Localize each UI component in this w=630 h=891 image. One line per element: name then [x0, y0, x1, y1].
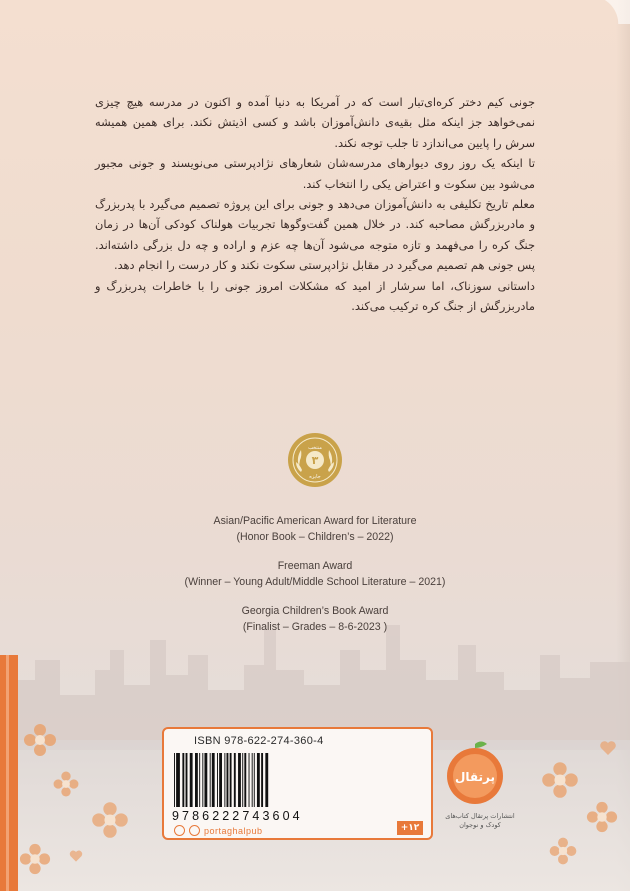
barcode-bar: [261, 753, 263, 807]
barcode-bar: [254, 753, 255, 807]
barcode-panel: [162, 727, 433, 840]
seal-bottom-text: جایزه: [309, 474, 321, 480]
heart-icon: [598, 738, 618, 758]
barcode-bar: [182, 753, 184, 807]
barcode-bar: [219, 753, 222, 807]
barcode-bar: [230, 753, 232, 807]
heart-icon: [68, 848, 84, 864]
blurb-paragraph-4: داستانی سوزناک، اما سرشار از امید که مشکلات امروز جونی را با خاطرات پدربزرگ و مادربزرگش از جنگ کره ترکیب می‌کند.: [95, 278, 535, 314]
barcode-bar: [204, 753, 207, 807]
barcode-bar: [176, 753, 180, 807]
barcode-bar: [212, 753, 215, 807]
awards-list: [120, 514, 510, 649]
barcode-bar: [199, 753, 200, 807]
barcode-bar: [224, 753, 225, 807]
barcode-bar: [252, 753, 253, 807]
barcode-digits: 9786222743604: [172, 809, 303, 823]
award-detail: (Honor Book – Children’s – 2022): [236, 530, 394, 543]
seal-numeral: ۳: [311, 454, 319, 467]
award-entry: [120, 604, 510, 635]
leaf-icon: [475, 742, 487, 749]
barcode-bar: [190, 753, 193, 807]
social-handle: [174, 825, 263, 836]
award-name: Asian/Pacific American Award for Literature: [213, 515, 417, 527]
barcode-bar: [265, 753, 268, 807]
flower-icon: [90, 800, 130, 840]
award-seal-icon: [287, 432, 343, 488]
at-sign-icon: [189, 825, 200, 836]
award-entry: [120, 559, 510, 590]
award-detail: (Finalist – Grades – 8-6-2023 ): [242, 620, 388, 633]
flower-icon: [540, 760, 580, 800]
flower-icon: [548, 836, 578, 866]
flower-icon: [22, 722, 58, 758]
barcode-bar: [186, 753, 188, 807]
back-cover-blurb: [95, 92, 535, 316]
barcode-bar: [242, 753, 243, 807]
award-detail: (Winner – Young Adult/Middle School Literature – 2021): [184, 575, 446, 588]
barcode-bar: [202, 753, 203, 807]
flower-icon: [585, 800, 619, 834]
publisher-logo: [440, 738, 510, 808]
barcode-bar: [244, 753, 246, 807]
barcode-bar: [249, 753, 250, 807]
instagram-icon: [174, 825, 185, 836]
blurb-paragraph-3: معلم تاریخ تکلیفی به دانش‌آموزان می‌دهد و جونی برای این پروژه تصمیم می‌گیرد با پدربزرگ و مادربزرگش مصاحبه کند. در خلال همین گفت‌وگوها تجربیات هولناک کودکی آن‌ها در زمان جنگ کره را می‌فهمد و تازه متوجه می‌شود آن‌ها چه عزم و اراده و چه دل بزرگی داشته‌اند. پس جونی هم تصمیم می‌گیرد در مقابل نژادپرستی سکوت نکند و کار درست را انجام دهد.: [95, 197, 535, 273]
barcode-bar: [234, 753, 236, 807]
award-entry: [120, 514, 510, 545]
flower-icon: [52, 770, 80, 798]
seal-top-text: منتخب: [308, 445, 322, 451]
barcode-bar: [195, 753, 198, 807]
barcode-bar: [257, 753, 260, 807]
award-name: Freeman Award: [277, 560, 353, 572]
spine-accent-stripe: [0, 655, 18, 891]
barcode-bar: [238, 753, 241, 807]
publisher-logo-text: پرتقال: [454, 770, 496, 784]
page-corner: [590, 0, 630, 24]
barcode: [172, 753, 422, 807]
barcode-bar: [227, 753, 229, 807]
flower-icon: [18, 842, 52, 876]
barcode-bar: [210, 753, 211, 807]
award-name: Georgia Children’s Book Award: [241, 605, 389, 617]
blurb-paragraph-2: تا اینکه یک روز روی دیوارهای مدرسه‌شان شعارهای نژادپرستی می‌نویسند و جونی مجبور می‌شود بین سکوت و اعتراض یکی را انتخاب کند.: [95, 156, 535, 191]
publisher-handle: portaghalpub: [204, 825, 263, 836]
publisher-caption: انتشارات پرتقال کتاب‌های کودک و نوجوان: [445, 812, 515, 829]
barcode-bar: [174, 753, 175, 807]
blurb-paragraph-1: جونی کیم دختر کره‌ای‌تبار است که در آمریکا به دنیا آمده و اکنون در مدرسه هیچ چیزی نمی‌خواهد جز اینکه مثل بقیه‌ی دانش‌آموزان باشد و کسی اذیتش نکند. برای همین همیشه سرش را پایین می‌اندازد تا جلب توجه نکند.: [95, 95, 535, 150]
age-rating-badge: +۱۲: [397, 821, 423, 835]
barcode-bar: [217, 753, 218, 807]
isbn-label: ISBN 978-622-274-360-4: [194, 735, 324, 747]
